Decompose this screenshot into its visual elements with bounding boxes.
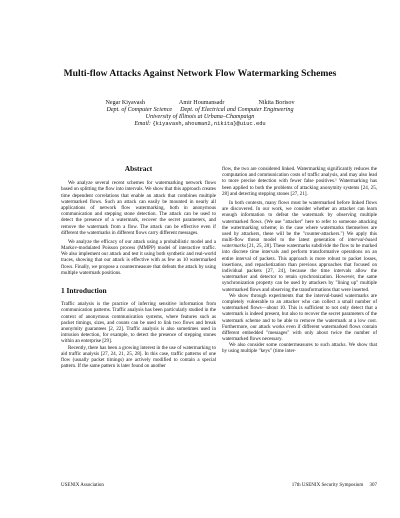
author-names — [60, 100, 340, 106]
body-paragraph — [222, 200, 377, 293]
paper-title: Multi-flow Attacks Against Network Flow Watermarking Schemes — [63, 68, 337, 79]
emphasis-text: interval-based watermarks — [222, 237, 377, 250]
page-footer — [61, 483, 377, 488]
footer-right: 17th USENIX Security Symposium 307 — [291, 483, 377, 488]
university: University of Illinois at Urbana–Champaign — [145, 114, 255, 120]
abstract-paragraph: We analyze the efficacy of our attack using a probabilistic model and a Markov-modulated Poisson process (MMPP) model of interactive traffic. We also implement our attack and test it using both synthetic and real-world traces, showing that our attack is effective with as few as 10 watermarked flows. Finally, we propose a countermeasure that defeats the attack by using multiple watermark positions. — [61, 238, 216, 276]
body-paragraph: We also consider some countermeasures to such attacks. We show that by using multiple "keys" (time inter- — [222, 342, 377, 355]
abstract-heading: Abstract — [124, 164, 153, 173]
author-name: Negar Kiyavash — [105, 100, 145, 106]
affiliation-ece: Dept. of Electrical and Computer Engineering — [180, 107, 294, 113]
body-paragraph: We show through experiments that the interval-based watermarks are completely vulnerable to an attacker who can collect a small number of watermarked flows—about 10. This is sufficient to not only detect that a watermark is indeed present, but also to recover the secret parameters of the watermark scheme and to be able to remove the watermark at a low cost. Furthermore, our attack works even if different watermarked flows contain different embedded "messages" with only about twice the number of watermarked flows necessary. — [222, 292, 377, 343]
intro-paragraph: Recently, there has been a growing interest in the use of watermarking to aid traffic analysis [27, 24, 21, 25, 28]. In this case, traffic patterns of one flow (usually packet timings) are actively modified to contain a special pattern. If the same pattern is later found on another — [61, 344, 216, 370]
left-column — [61, 166, 216, 369]
abstract-paragraph: We analyze several recent schemes for watermarking network flows based on splitting the flow into intervals. We show that this approach creates time dependent correlations that enable an attack that combines multiple watermarked flows. Such an attack can easily be mounted in nearly all applications of network flow watermarking, both in anonymous communication and stepping stone detection. The attack can be used to detect the presence of a watermark, recover the secret parameters, and remove the watermark from a flow. The attack can be effective even if different the watermarks in different flows carry different messages. — [61, 180, 216, 236]
author-block — [60, 100, 340, 127]
affiliations — [60, 107, 340, 113]
body-text: [21, 25, 28]. These watermarks subdivide the flow to be marked into discrete time intervals and perform transformative operations on an entire interval of packets. This approach is more robust to packet losses, insertions, and repacketization than previous approaches that focused on individual packets [27, 24], because the time intervals allow the watermarker and detector to retain synchronization. However, the same synchronization property can be used by attackers by "lining up" multiple watermarked flows and observing the transformations that were inserted. — [222, 243, 377, 293]
author-name: Nikita Borisov — [258, 100, 295, 106]
email-address: {kiyavash,ahouman2,nikita}@uiuc.edu — [152, 121, 266, 127]
email-label: Email: — [134, 121, 151, 127]
body-text: In both contexts, many flows must be watermarked before linked flows are discovered. In our work, we consider whether an attacker can learn enough information to defeat the watermark by observing multiple watermarked flows. (We use "attacker" here to refer to someone attacking the watermarking scheme; in the case where watermarks themselves are used by attackers, these will be the "counter-attackers.") We apply this multi-flow threat model to the latest generation of — [222, 199, 377, 244]
body-paragraph: flow, the two are considered linked. Watermarking significantly reduces the computation and communication costs of traffic analysis, and may also lead to more precise detection with fewer false positives.¹ Watermarking has been applied to both the problems of attacking anonymity systems [24, 25, 28] and detecting stepping stones [27, 21]. — [222, 166, 377, 197]
intro-paragraph: Traffic analysis is the practice of inferring sensitive information from communication patterns. Traffic analysis has been particularly studied in the context of anonymous communication systems, where features such as packet timings, sizes, and counts can be used to link two flows and break anonymity guarantees [2, 22]. Traffic analysis is also sometimes used in intrusion detection, for example, to detect the presence of stepping stones within an enterprise [29]. — [61, 301, 216, 345]
author-name: Amir Houmansadr — [178, 100, 225, 106]
email-line — [60, 121, 340, 127]
footer-left: USENIX Association — [61, 483, 104, 488]
right-column — [222, 166, 377, 355]
affiliation-cs: Dept. of Computer Science — [106, 107, 173, 113]
section-heading-introduction: 1 Introduction — [61, 286, 107, 295]
